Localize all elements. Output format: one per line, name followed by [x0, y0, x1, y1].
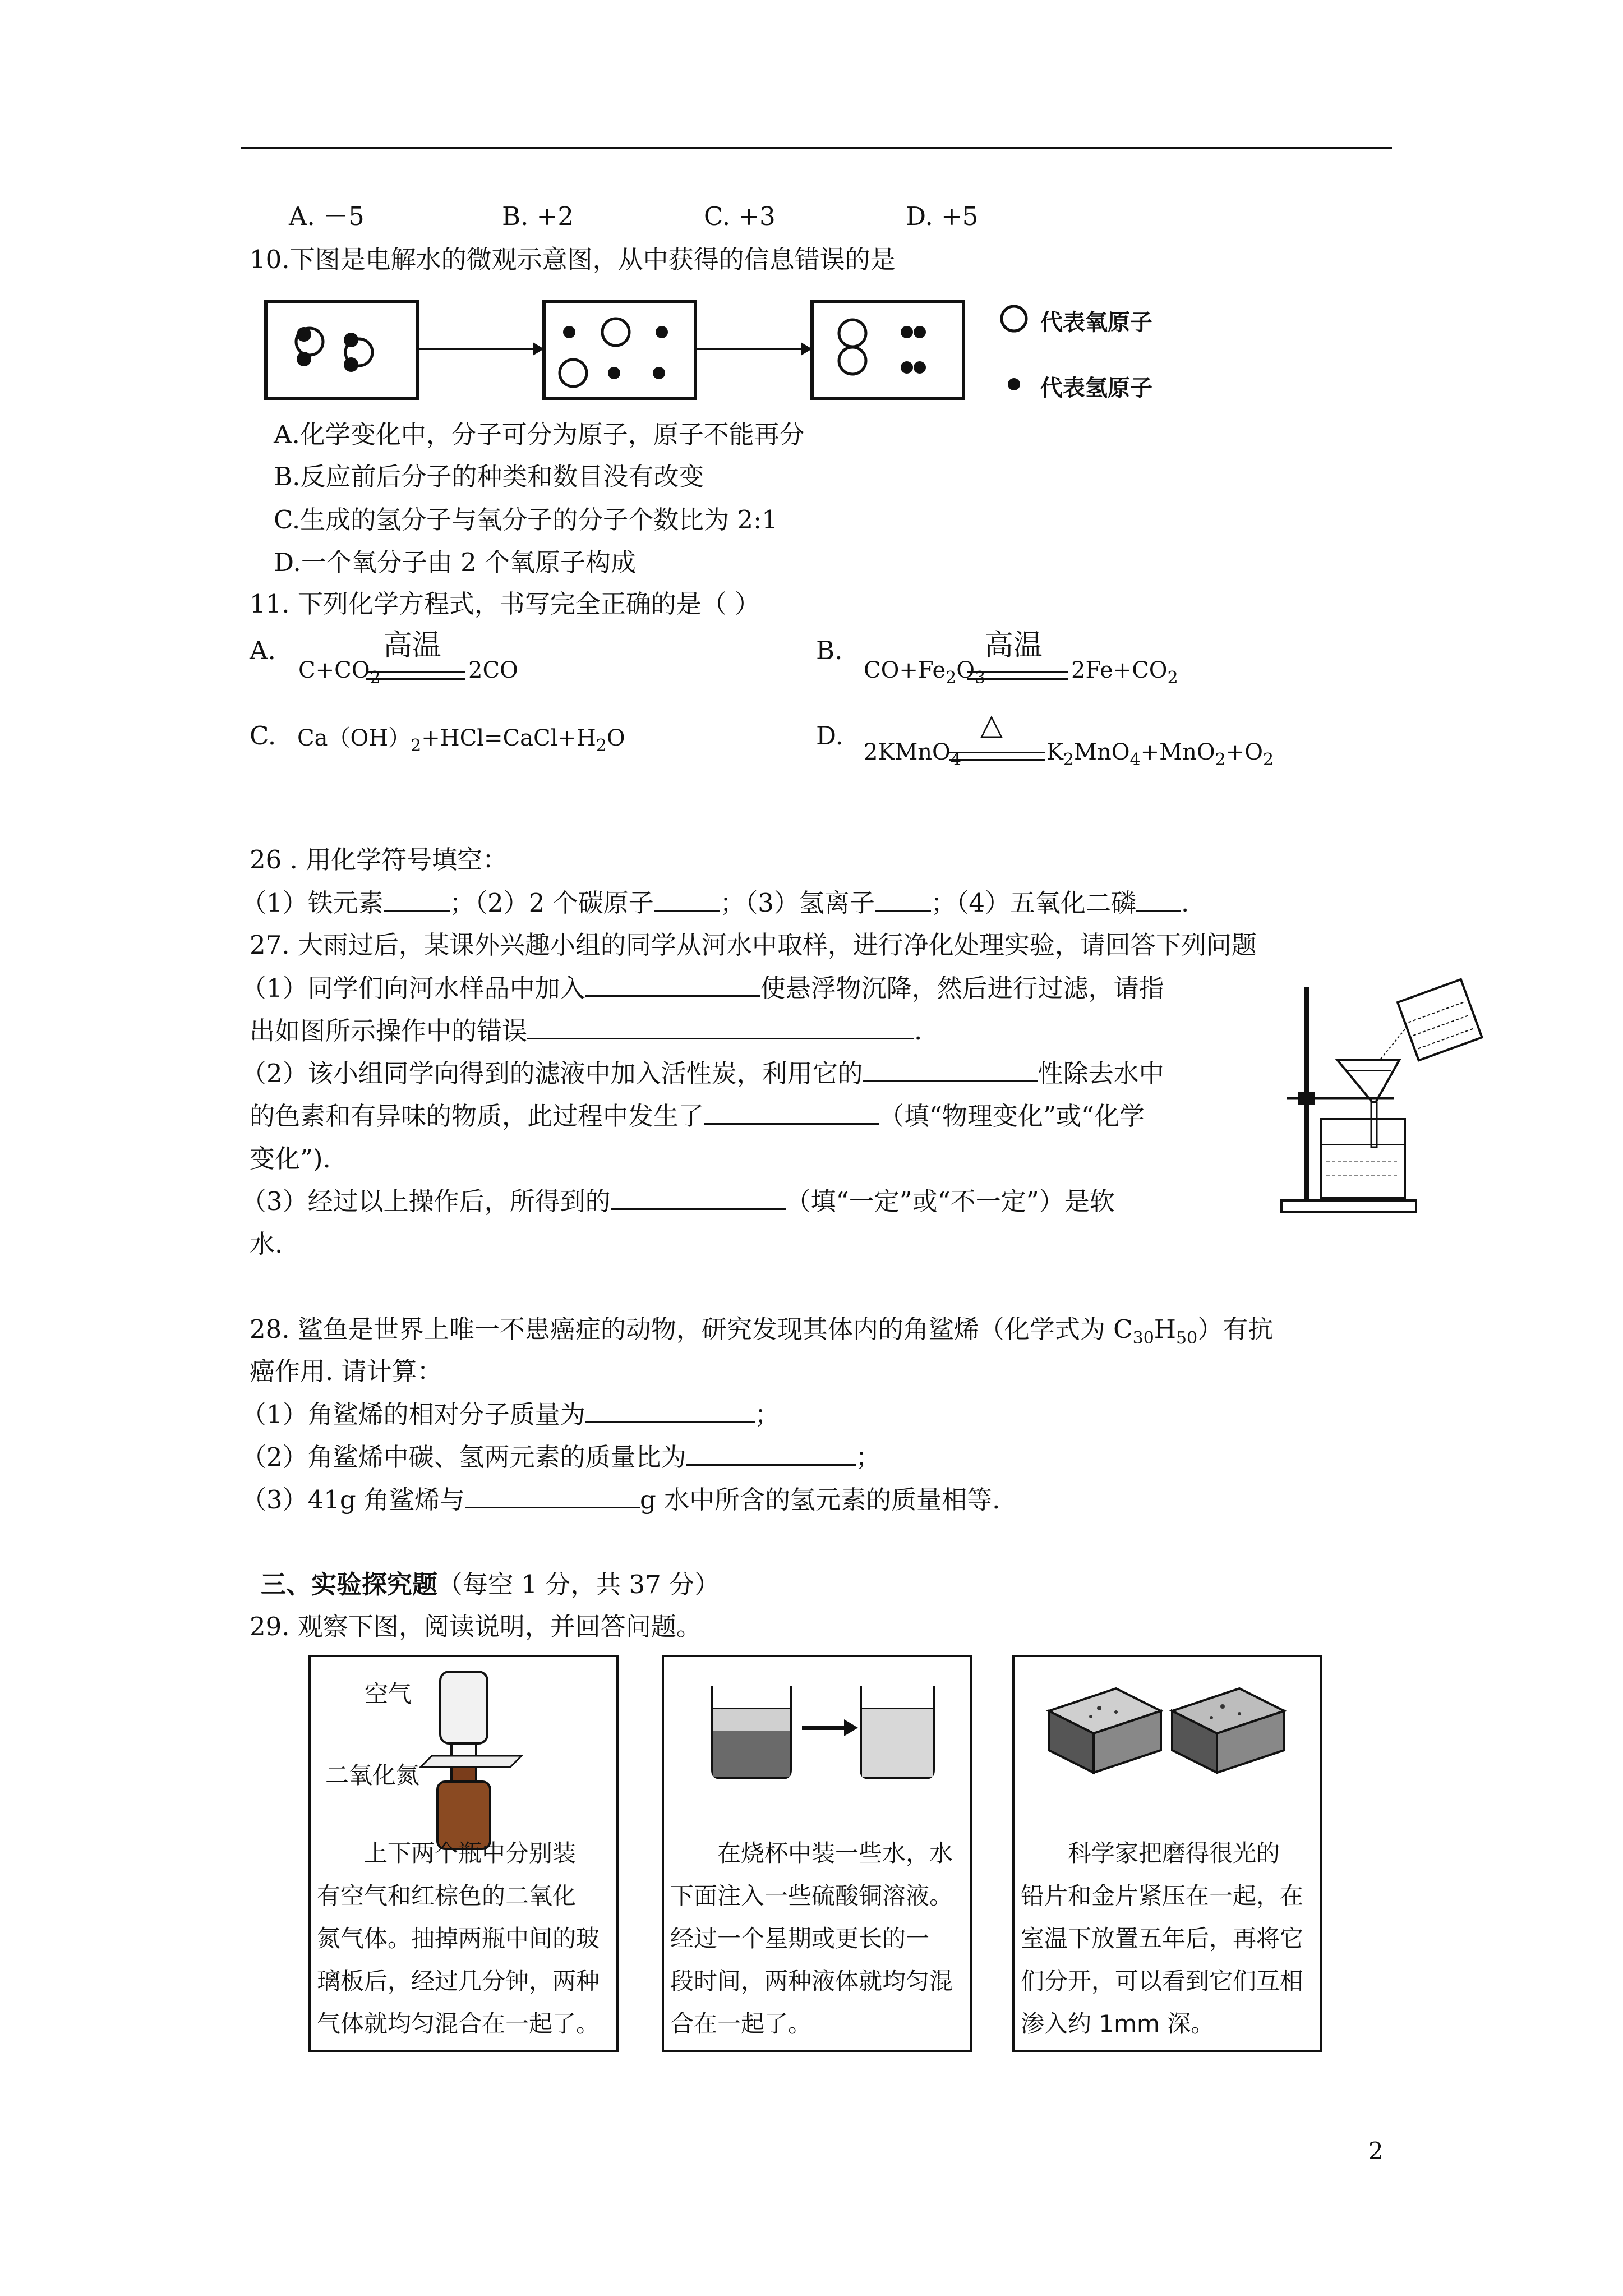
- q26-stem: 26 . 用化学符号填空：: [250, 845, 508, 875]
- filtration-apparatus-diagram: [1276, 976, 1489, 1217]
- q10-option-b: B.反应前后分子的种类和数目没有改变: [274, 462, 704, 491]
- blank: [1136, 887, 1181, 912]
- q11-a-condition: 高温: [383, 629, 442, 662]
- blank: [527, 1015, 914, 1039]
- q10-option-d: D.一个氧分子由 2 个氧原子构成: [274, 547, 637, 577]
- q27-line-6: （3）经过以上操作后，所得到的 （填“一定”或“不一定”）是软: [241, 1186, 1115, 1216]
- q10-option-a: A.化学变化中，分子可分为原子，原子不能再分: [274, 420, 805, 449]
- blank: [384, 887, 450, 912]
- q9-option-d: D. +5: [906, 201, 979, 231]
- q27-line-7: 水.: [250, 1229, 283, 1259]
- blank: [465, 1484, 640, 1508]
- q11-b-condition: 高温: [984, 629, 1043, 662]
- q11-d-product: $K_2MnO_4+MnO_2+O_2$: [1046, 739, 1274, 770]
- q27-stem: 27. 大雨过后，某课外兴趣小组的同学从河水中取样，进行净化处理实验，请回答下列问题: [250, 930, 1257, 960]
- q26-line: （1）铁元素 ；（2）2 个碳原子 ；（3）氢离子 ；（4）五氧化二磷 .: [241, 888, 1189, 918]
- q27-line-4: 的色素和有异味的物质，此过程中发生了 （填“物理变化”或“化学: [250, 1101, 1145, 1131]
- blank: [654, 887, 720, 912]
- metal-blocks-illustration: [1038, 1677, 1295, 1789]
- q29-stem: 29. 观察下图，阅读说明，并回答问题。: [250, 1612, 702, 1641]
- legend-hydrogen: 代表氢原子: [1040, 375, 1152, 401]
- q9-option-c: C. +3: [704, 201, 776, 231]
- blank: [875, 887, 931, 912]
- box3-caption: 科学家把磨得很光的 铅片和金片紧压在一起，在 室温下放置五年后，再将它 们分开，可以看到它们互相 渗入约 1mm 深。: [1021, 1839, 1304, 2037]
- beakers-illustration: [701, 1674, 937, 1787]
- q11-a-product: 2CO: [468, 657, 518, 683]
- blank: [686, 1442, 856, 1466]
- q11-b-label: B.: [816, 636, 843, 665]
- q28-line-4: （2）角鲨烯中碳、氢两元素的质量比为 ；: [241, 1442, 881, 1472]
- box1-caption: 上下两个瓶中分别装 有空气和红棕色的二氧化 氮气体。抽掉两瓶中间的玻 璃板后，经过几分钟，两种 气体就均匀混合在一起了。: [317, 1839, 600, 2037]
- q11-d-equals: [949, 752, 1045, 761]
- q10-stem: 10.下图是电解水的微观示意图，从中获得的信息错误的是: [250, 245, 896, 274]
- q27-line-3: （2）该小组同学向得到的滤液中加入活性炭，利用它的 性除去水中: [241, 1059, 1164, 1088]
- page-number: 2: [1368, 2137, 1384, 2165]
- q11-a-equation: $C+CO_2$: [298, 657, 381, 688]
- q9-option-a: A. －5: [289, 201, 365, 231]
- q11-c-equation: $Ca(OH)_2+HCl=CaCl+H_2O$: [297, 725, 625, 756]
- q11-b-equals: [967, 671, 1068, 680]
- header-rule: [241, 147, 1392, 149]
- q11-b-equation: $CO+Fe_2O_3$: [864, 657, 986, 688]
- blank: [704, 1101, 879, 1125]
- blank: [863, 1058, 1038, 1082]
- label-air: 空气: [365, 1680, 412, 1708]
- blank: [585, 973, 760, 997]
- q11-c-label: C.: [250, 721, 276, 751]
- q11-stem: 11. 下列化学方程式，书写完全正确的是（ ）: [250, 589, 760, 619]
- q28-line-3: （1）角鲨烯的相对分子质量为 ；: [241, 1400, 780, 1429]
- q11-a-label: A.: [250, 636, 276, 665]
- box2-caption: 在烧杯中装一些水，水 下面注入一些硫酸铜溶液。 经过一个星期或更长的一 段时间，两种液体就均匀混 合在一起了。: [670, 1839, 953, 2037]
- legend-oxygen: 代表氧原子: [1040, 309, 1152, 335]
- section-3-heading: 三、实验探究题（每空 1 分，共 37 分）: [261, 1570, 720, 1599]
- blank: [611, 1186, 786, 1210]
- q11-a-equals: [366, 671, 465, 680]
- q11-b-product: $2Fe+CO_2$: [1071, 657, 1178, 688]
- gas-bottles-illustration: [415, 1666, 527, 1834]
- q28-line-2: 癌作用. 请计算：: [250, 1356, 442, 1386]
- q27-line-1: （1）同学们向河水样品中加入 使悬浮物沉降，然后进行过滤，请指: [241, 973, 1164, 1003]
- label-no2: 二氧化氮: [325, 1761, 420, 1789]
- q11-d-label: D.: [816, 721, 843, 751]
- blank: [585, 1399, 755, 1423]
- q11-d-equation: 2KMnO$_4$: [864, 739, 961, 770]
- q28-line-5: （3）41g 角鲨烯与 g 水中所含的氢元素的质量相等.: [241, 1485, 1000, 1515]
- q28-line-1: 28. 鲨鱼是世界上唯一不患癌症的动物，研究发现其体内的角鲨烯（化学式为 $C_{30}H_{50}$）有抗: [250, 1314, 1274, 1348]
- q27-line-5: 变化”).: [250, 1144, 331, 1174]
- q27-line-2: 出如图所示操作中的错误 .: [250, 1016, 923, 1046]
- q10-option-c: C.生成的氢分子与氧分子的分子个数比为 2:1: [274, 505, 778, 535]
- q9-option-b: B. +2: [502, 201, 574, 231]
- q11-d-condition: △: [980, 708, 1003, 742]
